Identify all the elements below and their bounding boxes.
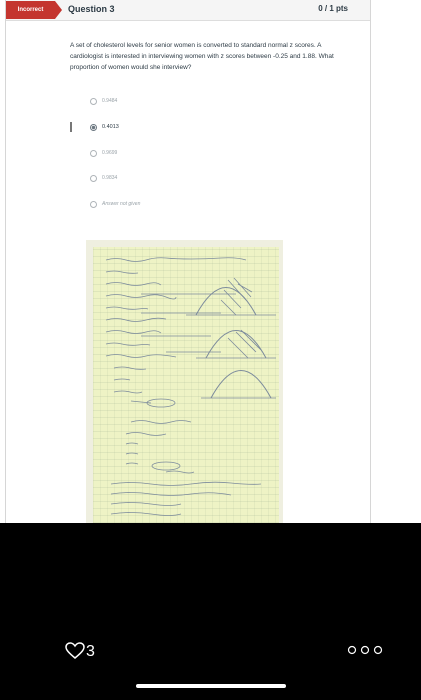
handwritten-work-photo (86, 240, 283, 523)
radio-button-selected[interactable] (90, 124, 97, 131)
selected-marker (70, 122, 72, 132)
radio-button[interactable] (90, 98, 97, 105)
answer-not-given (90, 199, 140, 209)
home-indicator[interactable] (136, 684, 286, 688)
answer-option-3[interactable] (90, 148, 117, 158)
ellipsis-icon[interactable] (347, 645, 383, 655)
answer-status: Answer not given (102, 201, 141, 207)
question-points: 0 / 1 pts (318, 4, 348, 13)
radio-button[interactable] (90, 150, 97, 157)
handwriting-sketch (86, 240, 283, 523)
like-count: 3 (86, 643, 95, 660)
question-title: Question 3 (68, 4, 115, 14)
answer-option-1[interactable] (90, 96, 117, 106)
answer-option-4[interactable] (90, 173, 117, 183)
question-text: A set of cholesterol levels for senior women is converted to standard normal z scores. A cardiologist is interested in interviewing women with z scores between -0.25 and 1.88. What proportion of women would she interview? (70, 42, 334, 71)
answer-option-2[interactable] (90, 122, 119, 132)
question-card (5, 0, 371, 523)
status-badge: Incorrect (6, 1, 55, 19)
question-header (6, 0, 370, 21)
option-label: 0.4013 (102, 124, 119, 130)
option-label: 0.9834 (102, 175, 118, 181)
option-label: 0.9484 (102, 98, 118, 104)
heart-icon[interactable] (65, 642, 85, 660)
radio-button[interactable] (90, 175, 97, 182)
option-label: 0.9699 (102, 150, 118, 156)
radio-button[interactable] (90, 201, 97, 208)
viewer-bottom-bar (0, 523, 421, 700)
